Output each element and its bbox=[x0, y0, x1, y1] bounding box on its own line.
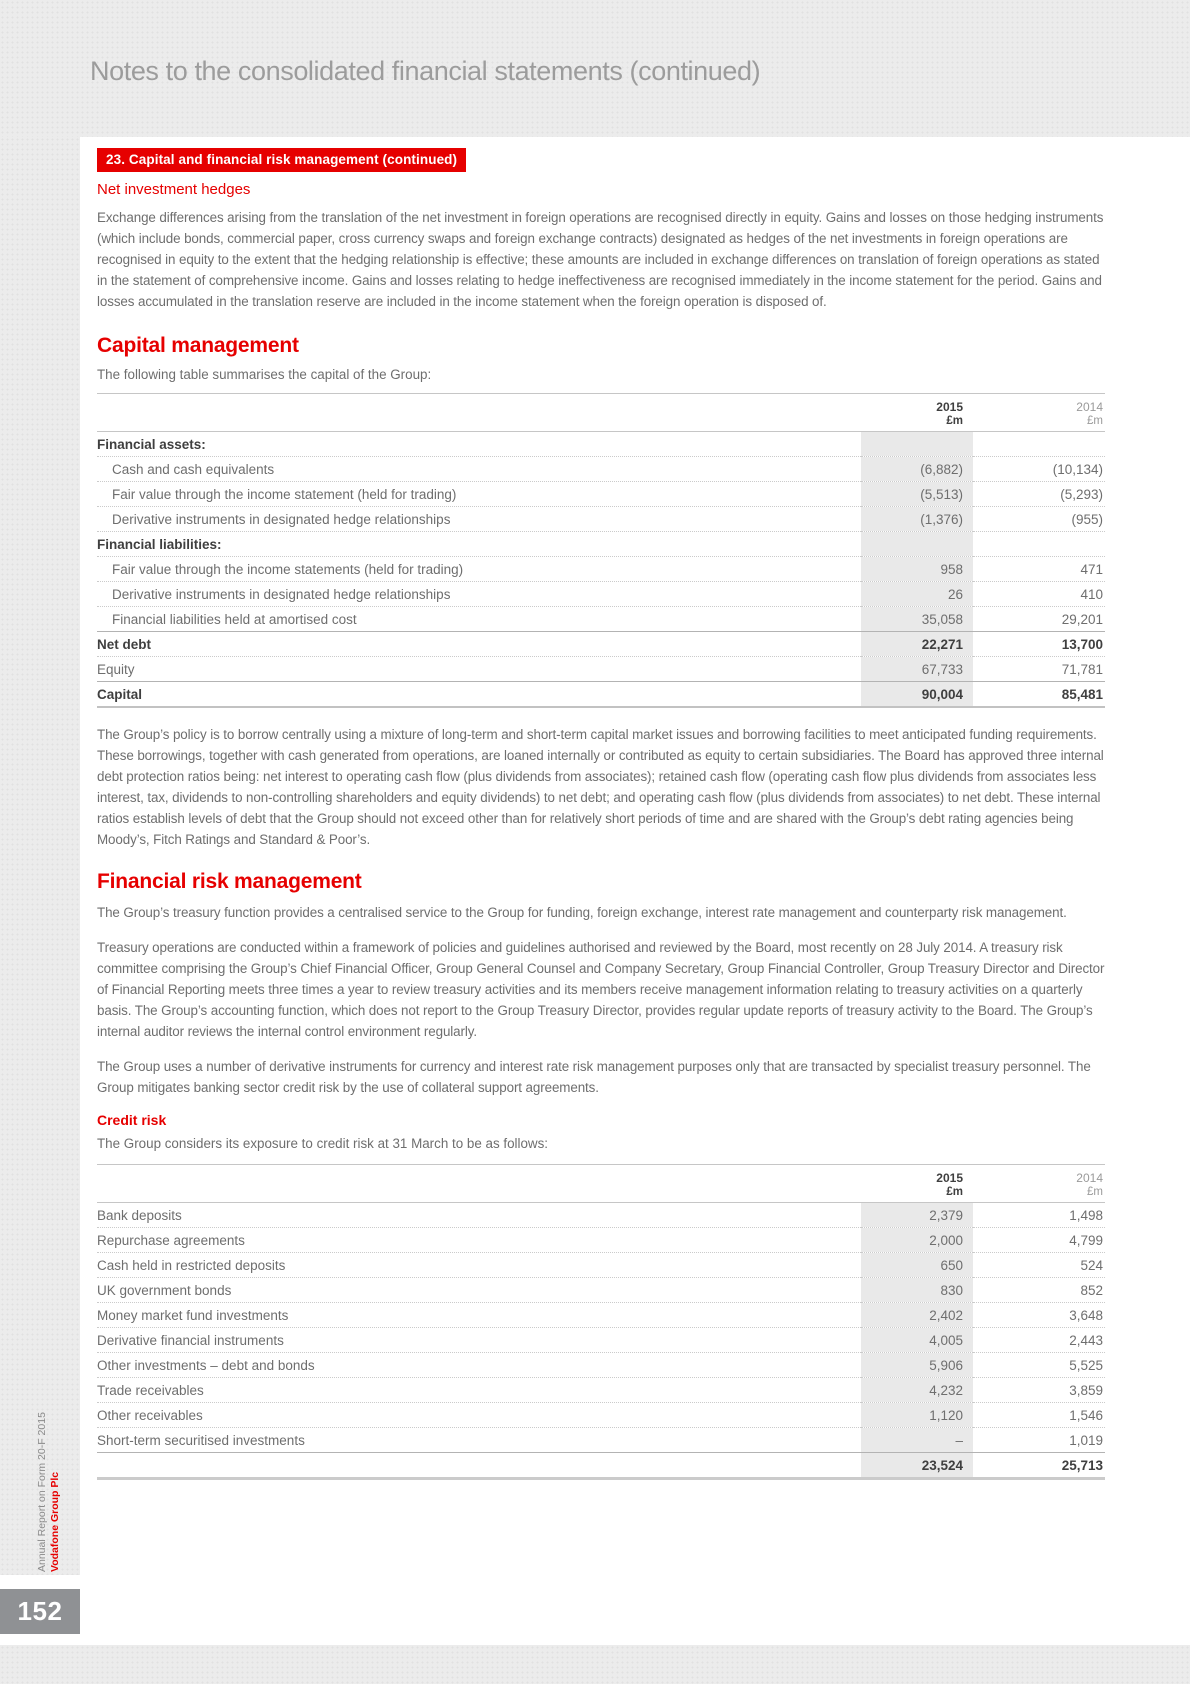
value-2014: 25,713 bbox=[1061, 1458, 1103, 1473]
value-2015: 1,120 bbox=[861, 1403, 973, 1428]
row-label: Derivative instruments in designated hedge relationships bbox=[112, 587, 451, 602]
label-column-header bbox=[97, 394, 861, 432]
row-label: Money market fund investments bbox=[97, 1308, 289, 1323]
value-2014: 1,498 bbox=[1069, 1208, 1103, 1223]
table-row bbox=[97, 1278, 1105, 1303]
value-2014: 29,201 bbox=[1061, 612, 1103, 627]
row-label: Derivative financial instruments bbox=[97, 1333, 284, 1348]
value-2015: 5,906 bbox=[861, 1353, 973, 1378]
value-2014: (10,134) bbox=[1052, 462, 1103, 477]
page-title: Notes to the consolidated financial statements (continued) bbox=[90, 56, 761, 86]
table-row bbox=[97, 1203, 1105, 1228]
row-label bbox=[97, 1453, 861, 1479]
column-header-2014: 2014 £m bbox=[1076, 1171, 1103, 1198]
value-2015: 650 bbox=[861, 1253, 973, 1278]
value-2014: 71,781 bbox=[1061, 662, 1103, 677]
capital-policy-paragraph: The Group’s policy is to borrow centrally using a mixture of long-term and short-term capital market issues and borrowing facilities to meet anticipated funding requirements. These borrowings, together with cash generated from operations, are loaned internally or contributed as equity to certain subsidiaries. The Board has approved three internal debt protection ratios being: net interest to operating cash flow (plus dividends from associates); retained cash flow (operating cash flow plus dividends from associates less interest, tax, dividends to non-controlling shareholders and equity dividends) to net debt; and operating cash flow (plus dividends from associates) to net debt. These internal ratios establish levels of debt that the Group should not exceed other than for relatively short periods of time and are shared with the Group’s debt rating agencies being Moody’s, Fitch Ratings and Standard & Poor’s. bbox=[97, 727, 1104, 847]
row-label: Other investments – debt and bonds bbox=[97, 1358, 315, 1373]
financial-risk-management-heading: Financial risk management bbox=[97, 870, 362, 893]
value-2014: 85,481 bbox=[1061, 687, 1103, 702]
row-label: Financial liabilities: bbox=[97, 537, 222, 552]
value-2014: 13,700 bbox=[1061, 637, 1103, 652]
value-2014: 410 bbox=[1080, 587, 1103, 602]
table-row bbox=[97, 482, 1105, 507]
treasury-paragraph-1: The Group’s treasury function provides a centralised service to the Group for funding, foreign exchange, interest rate management and counterparty risk management. bbox=[97, 905, 1067, 920]
row-label: UK government bonds bbox=[97, 1283, 232, 1298]
table-row bbox=[97, 1228, 1105, 1253]
table-row bbox=[97, 532, 1105, 557]
value-2015: 26 bbox=[861, 582, 973, 607]
sidebar-vertical-text bbox=[36, 1272, 62, 1572]
value-2014: 471 bbox=[1080, 562, 1103, 577]
table-row bbox=[97, 1378, 1105, 1403]
row-label: Cash held in restricted deposits bbox=[97, 1258, 286, 1273]
value-2015: 67,733 bbox=[861, 657, 973, 682]
row-label: Fair value through the income statement (held for trading) bbox=[112, 487, 457, 502]
value-2015: 22,271 bbox=[861, 632, 973, 657]
value-2014: 524 bbox=[1080, 1258, 1103, 1273]
row-label: Financial liabilities held at amortised cost bbox=[112, 612, 357, 627]
value-2014 bbox=[973, 432, 1105, 457]
credit-risk-heading: Credit risk bbox=[97, 1112, 167, 1128]
value-2015: 2,000 bbox=[861, 1228, 973, 1253]
row-label: Capital bbox=[97, 687, 143, 702]
row-label: Bank deposits bbox=[97, 1208, 182, 1223]
brand-name: Vodafone Group Plc bbox=[49, 1471, 61, 1572]
net-investment-hedges-paragraph: Exchange differences arising from the translation of the net investment in foreign operations are recognised directly in equity. Gains and losses on those hedging instruments (which include bonds, commercial paper, cross currency swaps and foreign exchange contracts) designated as hedges of the net investments in foreign operations are recognised in equity to the extent that the hedging relationship is effective; these amounts are included in exchange differences on translation of foreign operations as stated in the statement of comprehensive income. Gains and losses relating to hedge ineffectiveness are recognised immediately in the income statement for the period. Gains and losses accumulated in the translation reserve are included in the income statement when the foreign operation is disposed of. bbox=[97, 210, 1104, 309]
value-2015: – bbox=[861, 1428, 973, 1453]
table-row bbox=[97, 1303, 1105, 1328]
row-label: Short-term securitised investments bbox=[97, 1433, 305, 1448]
table-header-row bbox=[97, 394, 1105, 432]
row-label: Fair value through the income statements (held for trading) bbox=[112, 562, 464, 577]
table-row bbox=[97, 1453, 1105, 1479]
capital-management-heading: Capital management bbox=[97, 334, 299, 357]
value-2015 bbox=[861, 532, 973, 557]
value-2015: (5,513) bbox=[861, 482, 973, 507]
table-row bbox=[97, 1328, 1105, 1353]
table-row bbox=[97, 557, 1105, 582]
value-2015 bbox=[861, 432, 973, 457]
value-2015: 830 bbox=[861, 1278, 973, 1303]
row-label: Equity bbox=[97, 662, 135, 677]
credit-risk-intro: The Group considers its exposure to credit risk at 31 March to be as follows: bbox=[97, 1136, 549, 1151]
row-label: Other receivables bbox=[97, 1408, 203, 1423]
value-2015: (1,376) bbox=[861, 507, 973, 532]
note-banner: 23. Capital and financial risk management (continued) bbox=[97, 148, 466, 172]
label-column-header bbox=[97, 1165, 861, 1203]
value-2014: 4,799 bbox=[1069, 1233, 1103, 1248]
row-label: Repurchase agreements bbox=[97, 1233, 245, 1248]
value-2015: 4,005 bbox=[861, 1328, 973, 1353]
value-2015: 23,524 bbox=[861, 1453, 973, 1479]
value-2014: 2,443 bbox=[1069, 1333, 1103, 1348]
column-header-2015: 2015 £m bbox=[936, 400, 963, 427]
value-2015: 958 bbox=[861, 557, 973, 582]
value-2014: (5,293) bbox=[1060, 487, 1103, 502]
value-2014 bbox=[973, 532, 1105, 557]
treasury-paragraph-3: The Group uses a number of derivative instruments for currency and interest rate risk management purposes only that are transacted by specialist treasury personnel. The Group mitigates banking sector credit risk by the use of collateral support agreements. bbox=[97, 1059, 1091, 1095]
table-row bbox=[97, 682, 1105, 708]
value-2014: 5,525 bbox=[1069, 1358, 1103, 1373]
page-footer-band bbox=[0, 1645, 1190, 1684]
report-name: Annual Report on Form 20-F 2015 bbox=[36, 1412, 48, 1572]
row-label: Trade receivables bbox=[97, 1383, 204, 1398]
table-row bbox=[97, 657, 1105, 682]
value-2014: 1,019 bbox=[1069, 1433, 1103, 1448]
page-header-band bbox=[0, 0, 1190, 137]
table-row bbox=[97, 632, 1105, 657]
value-2014: 1,546 bbox=[1069, 1408, 1103, 1423]
table-row bbox=[97, 582, 1105, 607]
table-row bbox=[97, 457, 1105, 482]
table-row bbox=[97, 1253, 1105, 1278]
table-row bbox=[97, 432, 1105, 457]
row-label: Derivative instruments in designated hedge relationships bbox=[112, 512, 451, 527]
value-2015: 2,402 bbox=[861, 1303, 973, 1328]
capital-table bbox=[97, 393, 1105, 708]
row-label: Net debt bbox=[97, 637, 151, 652]
value-2015: 35,058 bbox=[861, 607, 973, 632]
table-row bbox=[97, 1428, 1105, 1453]
table-row bbox=[97, 607, 1105, 632]
treasury-paragraph-2: Treasury operations are conducted within a framework of policies and guidelines authorised and reviewed by the Board, most recently on 28 July 2014. A treasury risk committee comprising the Group’s Chief Financial Officer, Group General Counsel and Company Secretary, Group Financial Controller, Group Treasury Director and Director of Financial Reporting meets three times a year to review treasury activities and its members receive management information relating to treasury activities on a quarterly basis. The Group’s accounting function, which does not report to the Group Treasury Director, provides regular update reports of treasury activity to the Board. The Group’s internal auditor reviews the internal control environment regularly. bbox=[97, 940, 1105, 1039]
value-2014: (955) bbox=[1071, 512, 1103, 527]
page-number-badge bbox=[0, 1589, 80, 1634]
table-row bbox=[97, 507, 1105, 532]
table-header-row bbox=[97, 1165, 1105, 1203]
value-2014: 852 bbox=[1080, 1283, 1103, 1298]
net-investment-hedges-heading: Net investment hedges bbox=[97, 181, 251, 198]
column-header-2015: 2015 £m bbox=[936, 1171, 963, 1198]
credit-risk-table bbox=[97, 1164, 1105, 1480]
table-row bbox=[97, 1403, 1105, 1428]
value-2015: (6,882) bbox=[861, 457, 973, 482]
row-label: Cash and cash equivalents bbox=[112, 462, 275, 477]
table-row bbox=[97, 1353, 1105, 1378]
row-label: Financial assets: bbox=[97, 437, 206, 452]
value-2014: 3,859 bbox=[1069, 1383, 1103, 1398]
value-2015: 90,004 bbox=[861, 682, 973, 708]
page-number: 152 bbox=[17, 1596, 63, 1626]
content-panel bbox=[80, 137, 1190, 1645]
value-2015: 2,379 bbox=[861, 1203, 973, 1228]
capital-table-intro: The following table summarises the capital of the Group: bbox=[97, 367, 432, 382]
value-2015: 4,232 bbox=[861, 1378, 973, 1403]
value-2014: 3,648 bbox=[1069, 1308, 1103, 1323]
column-header-2014: 2014 £m bbox=[1076, 400, 1103, 427]
